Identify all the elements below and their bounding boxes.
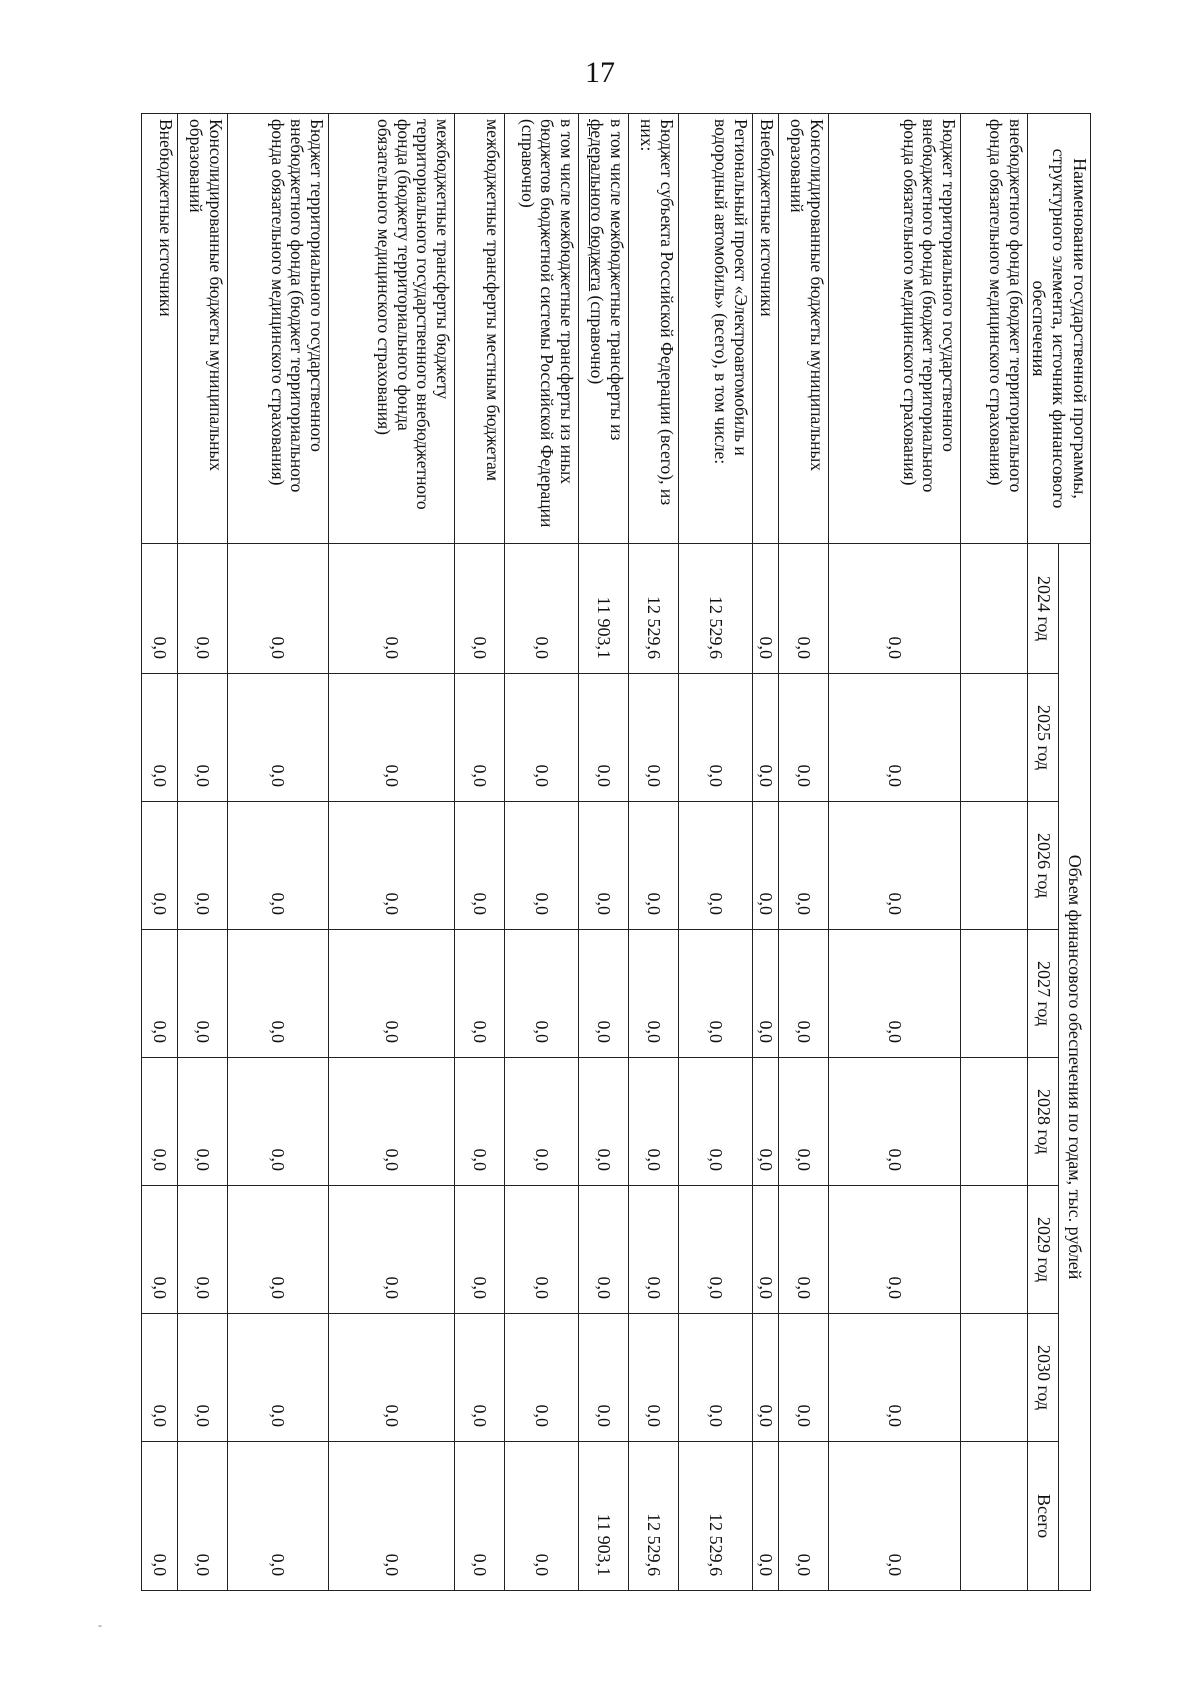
column-header-year: 2027 год <box>1027 930 1059 1058</box>
table-row <box>960 114 1027 1591</box>
column-header-year: 2030 год <box>1027 1314 1059 1442</box>
table-row <box>778 114 828 1591</box>
row-label: Внебюджетные источники <box>752 114 778 544</box>
cell-value: 0,0 <box>578 674 628 802</box>
cell-value: 0,0 <box>678 674 752 802</box>
cell-value: 0,0 <box>504 802 578 930</box>
table-row <box>454 114 504 1591</box>
cell-value: 0,0 <box>628 1314 678 1442</box>
cell-value: 0,0 <box>227 544 328 674</box>
cell-value: 0,0 <box>504 1442 578 1591</box>
row-label: Бюджет субъекта Российской Федерации (всего), из них: <box>628 114 678 544</box>
cell-value: 0,0 <box>227 1058 328 1186</box>
cell-value: 0,0 <box>141 674 177 802</box>
cell-value <box>960 544 1027 674</box>
cell-value <box>960 1314 1027 1442</box>
cell-value: 0,0 <box>227 802 328 930</box>
cell-value: 0,0 <box>504 1186 578 1314</box>
cell-value: 0,0 <box>177 1058 227 1186</box>
cell-value: 0,0 <box>828 802 960 930</box>
cell-value: 0,0 <box>628 930 678 1058</box>
cell-value: 0,0 <box>578 1186 628 1314</box>
table-row <box>628 114 678 1591</box>
cell-value: 0,0 <box>752 1186 778 1314</box>
cell-value: 0,0 <box>778 802 828 930</box>
table-row <box>828 114 960 1591</box>
cell-value: 0,0 <box>141 802 177 930</box>
cell-value <box>960 1442 1027 1591</box>
cell-value: 11 903,1 <box>578 544 628 674</box>
stray-mark: - <box>98 1618 102 1632</box>
cell-value: 0,0 <box>141 1058 177 1186</box>
cell-value: 0,0 <box>628 1186 678 1314</box>
cell-value: 0,0 <box>454 1058 504 1186</box>
cell-value: 0,0 <box>328 1442 454 1591</box>
cell-value: 0,0 <box>778 1186 828 1314</box>
rotated-table-container <box>149 113 1091 1590</box>
cell-value: 0,0 <box>628 1058 678 1186</box>
row-label: Бюджет территориального государственного внебюджетного фонда (бюджет территориального фонда обязательного медицинского страхования) <box>227 114 328 544</box>
cell-value: 0,0 <box>454 930 504 1058</box>
row-label: межбюджетные трансферты местным бюджетам <box>454 114 504 544</box>
cell-value: 0,0 <box>752 544 778 674</box>
cell-value: 0,0 <box>504 544 578 674</box>
column-header-total: Всего <box>1027 1442 1059 1591</box>
cell-value: 0,0 <box>177 674 227 802</box>
cell-value: 0,0 <box>778 1058 828 1186</box>
row-label: межбюджетные трансферты бюджету территориального государственного внебюджетного фонда (бюджету территориального фонда обязательного медицинского страхования) <box>328 114 454 544</box>
cell-value: 0,0 <box>778 544 828 674</box>
column-header-year: 2029 год <box>1027 1186 1059 1314</box>
cell-value: 0,0 <box>678 1314 752 1442</box>
cell-value: 0,0 <box>778 930 828 1058</box>
cell-value: 0,0 <box>141 1314 177 1442</box>
cell-value <box>960 1186 1027 1314</box>
page-number: 17 <box>585 56 615 89</box>
cell-value: 0,0 <box>328 544 454 674</box>
financing-table <box>141 113 1091 1591</box>
cell-value: 0,0 <box>828 1186 960 1314</box>
cell-value: 0,0 <box>578 930 628 1058</box>
cell-value: 0,0 <box>141 1442 177 1591</box>
cell-value: 0,0 <box>778 674 828 802</box>
cell-value: 0,0 <box>628 802 678 930</box>
cell-value: 0,0 <box>177 1314 227 1442</box>
cell-value: 0,0 <box>177 1442 227 1591</box>
row-label: Бюджет территориального государственного внебюджетного фонда (бюджет территориального фонда обязательного медицинского страхования) <box>828 114 960 544</box>
column-header-year: 2028 год <box>1027 1058 1059 1186</box>
cell-value: 0,0 <box>828 1442 960 1591</box>
row-label: Региональный проект «Электроавтомобиль и водородный автомобиль» (всего), в том числе: <box>678 114 752 544</box>
cell-value <box>960 802 1027 930</box>
cell-value: 0,0 <box>328 802 454 930</box>
table-row <box>177 114 227 1591</box>
cell-value: 0,0 <box>328 1186 454 1314</box>
cell-value: 0,0 <box>578 1058 628 1186</box>
cell-value: 0,0 <box>141 544 177 674</box>
row-label: внебюджетного фонда (бюджет территориального фонда обязательного медицинского страхования) <box>960 114 1027 544</box>
table-row <box>678 114 752 1591</box>
column-header-year: 2026 год <box>1027 802 1059 930</box>
table-row <box>504 114 578 1591</box>
cell-value: 0,0 <box>227 1186 328 1314</box>
cell-value: 0,0 <box>828 930 960 1058</box>
cell-value: 0,0 <box>141 1186 177 1314</box>
cell-value: 0,0 <box>504 1058 578 1186</box>
cell-value: 0,0 <box>578 802 628 930</box>
cell-value: 0,0 <box>328 674 454 802</box>
cell-value: 0,0 <box>678 1058 752 1186</box>
row-label: в том числе межбюджетные трансферты из федерального бюджета (справочно) <box>578 114 628 544</box>
cell-value: 0,0 <box>778 1442 828 1591</box>
cell-value: 0,0 <box>828 1314 960 1442</box>
table-row <box>227 114 328 1591</box>
cell-value: 0,0 <box>328 1058 454 1186</box>
cell-value: 0,0 <box>454 544 504 674</box>
cell-value: 0,0 <box>454 674 504 802</box>
cell-value: 12 529,6 <box>628 544 678 674</box>
cell-value: 0,0 <box>177 802 227 930</box>
cell-value: 0,0 <box>752 674 778 802</box>
cell-value: 0,0 <box>177 544 227 674</box>
cell-value: 0,0 <box>752 802 778 930</box>
cell-value: 0,0 <box>678 930 752 1058</box>
column-group-header: Объем финансового обеспечения по годам, тыс. рублей <box>1059 544 1091 1591</box>
cell-value: 0,0 <box>752 1442 778 1591</box>
table-row <box>752 114 778 1591</box>
row-label: в том числе межбюджетные трансферты из иных бюджетов бюджетной системы Российской Федерации (справочно) <box>504 114 578 544</box>
cell-value: 0,0 <box>628 674 678 802</box>
cell-value: 0,0 <box>141 930 177 1058</box>
cell-value: 0,0 <box>227 930 328 1058</box>
cell-value: 0,0 <box>828 674 960 802</box>
cell-value: 0,0 <box>752 1058 778 1186</box>
cell-value: 0,0 <box>227 1442 328 1591</box>
cell-value: 0,0 <box>177 930 227 1058</box>
cell-value: 0,0 <box>504 1314 578 1442</box>
table-row <box>328 114 454 1591</box>
cell-value: 0,0 <box>752 1314 778 1442</box>
cell-value: 0,0 <box>454 1314 504 1442</box>
cell-value: 0,0 <box>454 1186 504 1314</box>
cell-value: 12 529,6 <box>678 1442 752 1591</box>
cell-value <box>960 930 1027 1058</box>
cell-value: 0,0 <box>454 1442 504 1591</box>
cell-value: 0,0 <box>778 1314 828 1442</box>
column-header-name: Наименование государственной программы, структурного элемента, источник финансового обеспечения <box>1027 114 1090 544</box>
table-row <box>141 114 177 1591</box>
cell-value: 0,0 <box>504 674 578 802</box>
row-label: Внебюджетные источники <box>141 114 177 544</box>
cell-value <box>960 674 1027 802</box>
row-label: Консолидированные бюджеты муниципальных образований <box>778 114 828 544</box>
cell-value: 0,0 <box>328 930 454 1058</box>
cell-value: 0,0 <box>752 930 778 1058</box>
cell-value <box>960 1058 1027 1186</box>
row-label: Консолидированные бюджеты муниципальных образований <box>177 114 227 544</box>
cell-value: 0,0 <box>454 802 504 930</box>
cell-value: 11 903,1 <box>578 1442 628 1591</box>
cell-value: 0,0 <box>678 802 752 930</box>
cell-value: 0,0 <box>227 674 328 802</box>
underlined-text: федерального бюджета <box>587 119 608 292</box>
cell-value: 12 529,6 <box>628 1442 678 1591</box>
cell-value: 0,0 <box>227 1314 328 1442</box>
table-row <box>578 114 628 1591</box>
cell-value: 0,0 <box>678 1186 752 1314</box>
cell-value: 0,0 <box>177 1186 227 1314</box>
cell-value: 0,0 <box>578 1314 628 1442</box>
cell-value: 0,0 <box>828 1058 960 1186</box>
cell-value: 12 529,6 <box>678 544 752 674</box>
cell-value: 0,0 <box>328 1314 454 1442</box>
cell-value: 0,0 <box>504 930 578 1058</box>
cell-value: 0,0 <box>828 544 960 674</box>
column-header-year: 2025 год <box>1027 674 1059 802</box>
column-header-year: 2024 год <box>1027 544 1059 674</box>
